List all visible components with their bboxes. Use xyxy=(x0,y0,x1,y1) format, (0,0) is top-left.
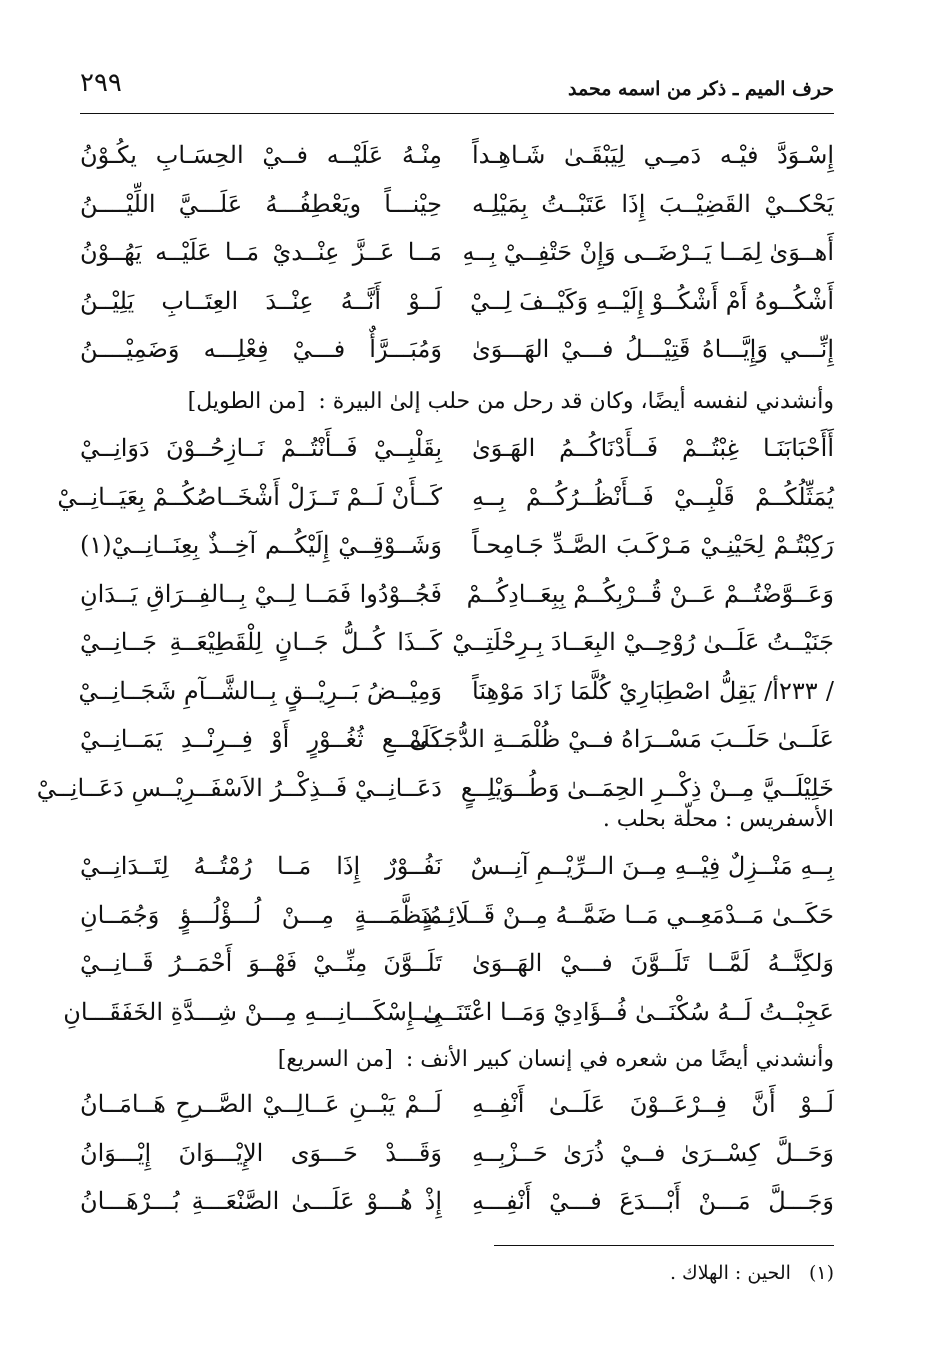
first-hemistich: / ٢٣٣أ/ يَقِلُّ اصْطِبَارِيْ كُلَّمَا زَادَ مَوْهِنَاً xyxy=(472,676,835,705)
verse-line xyxy=(80,180,834,229)
verse-line xyxy=(80,618,834,667)
second-hemistich: كَلَمْــعِ ثُغُــوْرٍ أَوْ فِــرِنْــدِ يَمَــانِــيْ xyxy=(80,725,442,753)
page-header xyxy=(80,68,834,104)
first-hemistich: أَأَحْبَابَنَـا غِبْتُــمْ فَــأَدْنَاكُــمُ الهَـوَىٰ xyxy=(472,434,834,462)
verse-line xyxy=(80,842,834,891)
verse-line xyxy=(80,667,834,716)
second-hemistich: مَــا عَــزَّ عِنْــديْ مَــا عَلَيْــه يَهُــوْنُ xyxy=(80,238,442,266)
first-hemistich: وَحَــلَّ كِسْــرَىٰ فــيْ ذُرَىٰ حَــزْبِــهِ xyxy=(472,1138,834,1167)
first-hemistich: حَكَــىٰ مَــدْمَعِــي مَــا ضَمَّــهُ مِــنْ قَــلَائِــدٍ xyxy=(421,900,834,929)
page-number: ٢٩٩ xyxy=(80,68,122,98)
first-hemistich: رَكِبْتُـمْ لِحَيْنِـيْ مَـرْكَـبَ الصَّـدِّ جَـامِحـاً xyxy=(472,531,834,559)
first-hemistich: جَنَيْــتُ عَلَــىٰ رُوْحِــيْ البِعَــادَ بِـرِحْلَتِــيْ xyxy=(452,628,834,656)
second-hemistich: لَــوْ أَنَّــهُ عِنْــدَ العِتَــابِ يَلِيْــنُ xyxy=(80,286,442,315)
second-hemistich: نَفُــوْرٌ إِذَا مَــا رُمْتُــهُ لِتَــدَانِــيْ xyxy=(80,852,442,880)
verse-line xyxy=(80,277,834,326)
verse-line xyxy=(80,891,834,940)
first-hemistich: وَعَــوَّضْتُــمْ عَــنْ قُــرْبِكُــمْ بِبِعَــادِكُــمْ xyxy=(466,579,834,608)
first-hemistich: يُمَثِّلُكُــمْ قَلْبِــيْ فَــأَنْظُــرُكُــمْ بِــهِ xyxy=(472,482,834,511)
first-hemistich: إِسْـوَدَّ فيْـه دَمـِـي لِيَبْقَـىٰ شَـاهِـداً xyxy=(472,141,834,169)
second-hemistich: وَشَــوْقِــيْ إِلَيْكُــم آخِــذٌ بِعِنَــانِــيْ(١) xyxy=(80,531,442,559)
first-hemistich: عَلَــىٰ حَلَــبَ مَسْــرَاهُ فــيْ ظُلْمَــةِ الدُّجَــىٰ xyxy=(409,725,834,753)
footnote xyxy=(670,1262,834,1284)
gloss-text: الأسفريس : محلّة بحلب . xyxy=(602,807,834,832)
poem-2 xyxy=(36,424,835,812)
intro-2-text: وأنشدني لنفسه أيضًا، وكان قد رحل من حلب إلىٰ البيرة : xyxy=(318,389,834,414)
second-hemistich: كَــذَا كُــلُّ جَــانٍ لِلْقَطِيْعَــةِ جَــانِــيْ xyxy=(80,628,442,656)
verse-line xyxy=(80,570,834,619)
header-rule xyxy=(80,113,834,114)
verse-line xyxy=(57,473,834,522)
verse-line xyxy=(80,939,834,988)
first-hemistich: وَلكِنَّــهُ لَمَّــا تَلَــوَّنَ فـــيْ الهَــوَىٰ xyxy=(472,949,834,977)
first-hemistich: أَهــوَىٰ لِمَــا يَــرْضَــى وَإِنْ حَتْفِــيْ بِــهِ xyxy=(462,238,834,266)
second-hemistich: كَــأَنْ لَــمْ تَــزَلْ أَشْخَــاصُكُــمْ بِعَيَــانِــيْ xyxy=(57,482,442,511)
verse-line xyxy=(80,1080,834,1129)
footnote-number: (١) xyxy=(808,1262,834,1284)
intro-4 xyxy=(80,1040,834,1080)
running-title: حرف الميم ـ ذكر من اسمه محمد xyxy=(567,78,834,100)
verse-line xyxy=(80,715,834,764)
second-hemistich: لَــمْ يَبْــنِ عَــالِــيْ الصَّــرحِ هَــامَــانُ xyxy=(80,1090,442,1118)
verse-line xyxy=(80,325,834,374)
poem-1 xyxy=(80,131,834,374)
intro-4-text: وأنشدني أيضًا من شعره في إنسان كبير الأنف : xyxy=(405,1047,834,1072)
first-hemistich: خَلِيْلَــيَّ مِــنْ ذِكْــرِ الحِمَــىٰ وَطُــوَيْلِــعٍ xyxy=(460,773,834,802)
verse-line xyxy=(80,1177,834,1226)
poem-4 xyxy=(80,1080,834,1226)
second-hemistich: إِذْ هُـــوْ عَلَـــىٰ الصَّنْعَـــةِ بُـــرْهَـــانُ xyxy=(80,1187,442,1215)
second-hemistich: بِـــإِسْكَـــانِـــهِ مِـــنْ شِـــدَّةِ الخَفَقَـــانِ xyxy=(63,997,442,1026)
verse-line xyxy=(80,228,834,277)
first-hemistich: بِــهِ مَنْــزِلٌ فِيْــهِ مِــنَ الــرِّيْــمِ آنِــسٌ xyxy=(470,852,834,880)
footnote-rule xyxy=(494,1245,834,1246)
verse-line xyxy=(80,521,834,570)
intro-2-meter: [من الطويل] xyxy=(187,389,306,414)
second-hemistich: مُنَظَّمَـــةٍ مِـــنْ لُـــؤْلُـــؤٍ وَجُمَــانِ xyxy=(80,900,442,929)
intro-4-meter: [من السريع] xyxy=(277,1047,393,1072)
second-hemistich: وَمِيْــضُ بَــرِيْــقٍ بِــالشَّــآمِ شَجَــانِــيْ xyxy=(78,676,442,705)
verse-line xyxy=(80,131,834,180)
first-hemistich: يَحْكــيْ القَضِيْــبَ إِذَا عَتَبْــتُ بِمَيْلِـه xyxy=(472,189,834,218)
first-hemistich: لَــوْ أَنَّ فِــرْعَــوْنَ عَلَــىٰ أَنْفِــهِ xyxy=(472,1090,834,1118)
first-hemistich: وَجَـــلَّ مَـــنْ أَبْـــدَعَ فـــيْ أَنْفِـــهِ xyxy=(472,1187,834,1215)
poem-3 xyxy=(63,842,834,1036)
second-hemistich: بِقَلْبِــيْ فَــأَنْتُــمْ نَــازِحُــوْنَ دَوَانِــيْ xyxy=(80,434,442,462)
first-hemistich: إِنِّـــي وَإِيَّـــاهُ قَتِيْـــلُ فـــيْ الهَـــوَىٰ xyxy=(472,335,834,363)
second-hemistich: تَلَــوَّنَ مِنِّــيْ فَهْــوَ أَحْمَــرُ قَــانِــيْ xyxy=(80,949,442,977)
first-hemistich: عَجِبْــتُ لَــهُ سُكْنَــىٰ فُــؤَادِيْ وَمَــا اعْتَنَــىٰ xyxy=(422,997,834,1026)
verse-line xyxy=(80,1129,834,1178)
gloss xyxy=(80,800,834,840)
second-hemistich: دَعَــانِــيْ فَــذِكْــرُ الاَسْفَــرِيْــسِ دَعَــانِــيْ xyxy=(36,773,442,802)
second-hemistich: وَمُبَـــرَّأٌ فـــيْ فِعْلِـــه وَضَمِيْــــنُ xyxy=(80,335,442,363)
verse-line xyxy=(80,424,834,473)
footnote-text: الحين : الهلاك . xyxy=(669,1262,791,1284)
verse-line xyxy=(63,988,834,1037)
second-hemistich: حِيْنـــاً ويَعْطِفُـــهُ عَلَـــيَّ اللِّيْــــنُ xyxy=(80,189,442,218)
first-hemistich: أَشْكُــوهُ أَمْ أَشْكُــوْ إِلَيْــهِ وَكَيْــفَ لِــيْ xyxy=(470,286,834,315)
intro-2 xyxy=(80,382,834,422)
second-hemistich: وَقَـــدْ حَـــوَى الإِيْـــوَانَ إِيْـــوَانُ xyxy=(80,1138,442,1167)
second-hemistich: فَجُــوْدُوا فَمَــا لِــيْ بِــالفِــرَاقِ يَــدَانِ xyxy=(80,579,442,608)
second-hemistich: مِنْـهُ عَلَيْــه فــيْ الحِسَـابِ يكُـوْنُ xyxy=(80,141,442,169)
